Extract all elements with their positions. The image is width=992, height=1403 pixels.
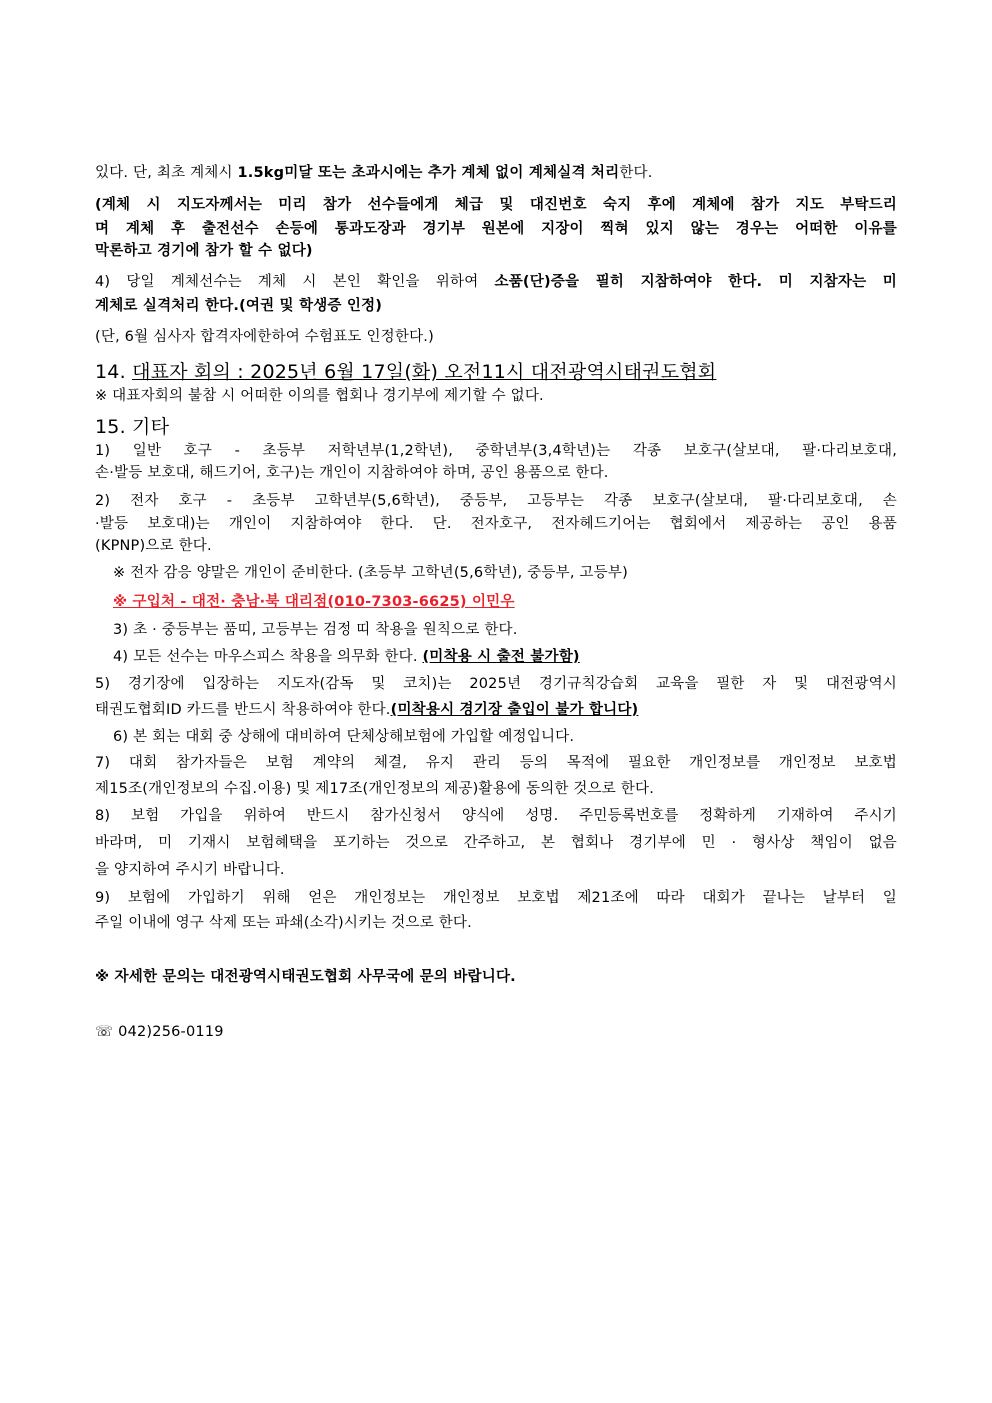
- text-span-bold: (미착용시 경기장 출입이 불가 합니다): [390, 702, 639, 718]
- purchase-info: ※ 구입처 - 대전· 충남·북 대리점(010-7303-6625) 이민우: [113, 594, 515, 610]
- text-span: 한다.: [619, 165, 653, 181]
- text-line: 3) 초 · 중등부는 품띠, 고등부는 검정 띠 착용을 원칙으로 한다.: [113, 622, 518, 638]
- text-span-bold: (미착용 시 출전 불가함): [422, 649, 580, 665]
- text-line: 손·발등 보호대, 해드기어, 호구)는 개인이 지참하여야 하며, 공인 용품으로 한다.: [95, 465, 609, 481]
- text-line: 2) 전자 호구 - 초등부 고학년부(5,6학년), 중등부, 고등부는 각종 보호구(살보대, 팔·다리보호대, 손: [95, 493, 897, 509]
- contact-note: ※ 자세한 문의는 대전광역시태권도협회 사무국에 문의 바랍니다.: [95, 969, 516, 985]
- text-span: 4) 모든 선수는 마우스피스 착용을 의무화 한다.: [113, 649, 423, 665]
- text-line: [95, 163, 897, 183]
- text-line: 제15조(개인정보의 수집.이용) 및 제17조(개인정보의 제공)활용에 동의한 것으로 한다.: [95, 781, 655, 797]
- text-line: 주일 이내에 영구 삭제 또는 파쇄(소각)시키는 것으로 한다.: [95, 915, 472, 931]
- text-line: 7) 대회 참가자들은 보험 계약의 체결, 유지 관리 등의 목적에 필요한 개인정보를 개인정보 보호법: [95, 755, 897, 771]
- text-line: ·발등 보호대)는 개인이 지참하여야 한다. 단. 전자호구, 전자헤드기어는 협회에서 제공하는 공인 용품: [95, 516, 897, 532]
- text-span-underlined: 대표자 회의 : 2025년 6월 17일(화) 오전11시 대전광역시태권도협회: [132, 361, 717, 383]
- text-line: 1) 일반 호구 - 초등부 저학년부(1,2학년), 중학년부(3,4학년)는 각종 보호구(살보대, 팔·다리보호대,: [95, 443, 897, 459]
- text-line: (KPNP)으로 한다.: [95, 538, 212, 554]
- text-line: ※ 전자 감응 양말은 개인이 준비한다. (초등부 고학년(5,6학년), 중등부, 고등부): [113, 565, 628, 581]
- section-heading: [95, 360, 897, 384]
- text-line: 8) 보험 가입을 위하여 반드시 참가신청서 양식에 성명. 주민등록번호를 정확하게 기재하여 주시기: [95, 808, 897, 824]
- text-line: 막론하고 경기에 참가 할 수 없다): [95, 243, 313, 259]
- text-span: 있다. 단, 최초 계체시: [95, 165, 238, 181]
- text-line: ※ 대표자회의 불참 시 어떠한 이의를 협회나 경기부에 제기할 수 없다.: [95, 388, 544, 404]
- text-line: 바라며, 미 기재시 보험혜택을 포기하는 것으로 간주하고, 본 협회나 경기부에 민 · 형사상 책임이 없음: [95, 835, 897, 851]
- section-heading: 15. 기타: [95, 416, 170, 438]
- text-line: 9) 보험에 가입하기 위해 얻은 개인정보는 개인정보 보호법 제21조에 따라 대회가 끝나는 날부터 일: [95, 890, 897, 906]
- text-span: 4) 당일 계체선수는 계체 시 본인 확인을 위하여: [95, 274, 495, 290]
- text-span-bold: 소품(단)증을 필히 지참하여야 한다. 미 지참자는 미: [494, 274, 897, 290]
- text-line: (단, 6월 심사자 합격자에한하여 수험표도 인정한다.): [95, 329, 434, 345]
- text-line: 을 양지하여 주시기 바랍니다.: [95, 862, 285, 878]
- text-line: [113, 647, 915, 667]
- text-line: (계체 시 지도자께서는 미리 참가 선수들에게 체급 및 대진번호 숙지 후에 계체에 참가 지도 부탁드리: [95, 197, 897, 213]
- text-line: 5) 경기장에 입장하는 지도자(감독 및 코치)는 2025년 경기규칙강습회 교육을 필한 자 및 대전광역시: [95, 676, 897, 692]
- text-line: [95, 272, 897, 292]
- text-line: [95, 700, 897, 720]
- text-span: 14.: [95, 361, 133, 383]
- text-span-bold: 1.5kg미달 또는 초과시에는 추가 계체 없이 계체실격 처리: [237, 165, 620, 181]
- text-span: 태권도협회ID 카드를 반드시 착용하여야 한다.: [95, 702, 391, 718]
- phone-number: ☏ 042)256-0119: [95, 1024, 224, 1040]
- text-line: 6) 본 회는 대회 중 상해에 대비하여 단체상해보험에 가입할 예정입니다.: [113, 729, 575, 745]
- text-line: 며 계체 후 출전선수 손등에 통과도장과 경기부 원본에 지장이 찍혀 있지 않는 경우는 어떠한 이유를: [95, 221, 897, 237]
- text-line: 계체로 실격처리 한다.(여권 및 학생증 인정): [95, 298, 383, 314]
